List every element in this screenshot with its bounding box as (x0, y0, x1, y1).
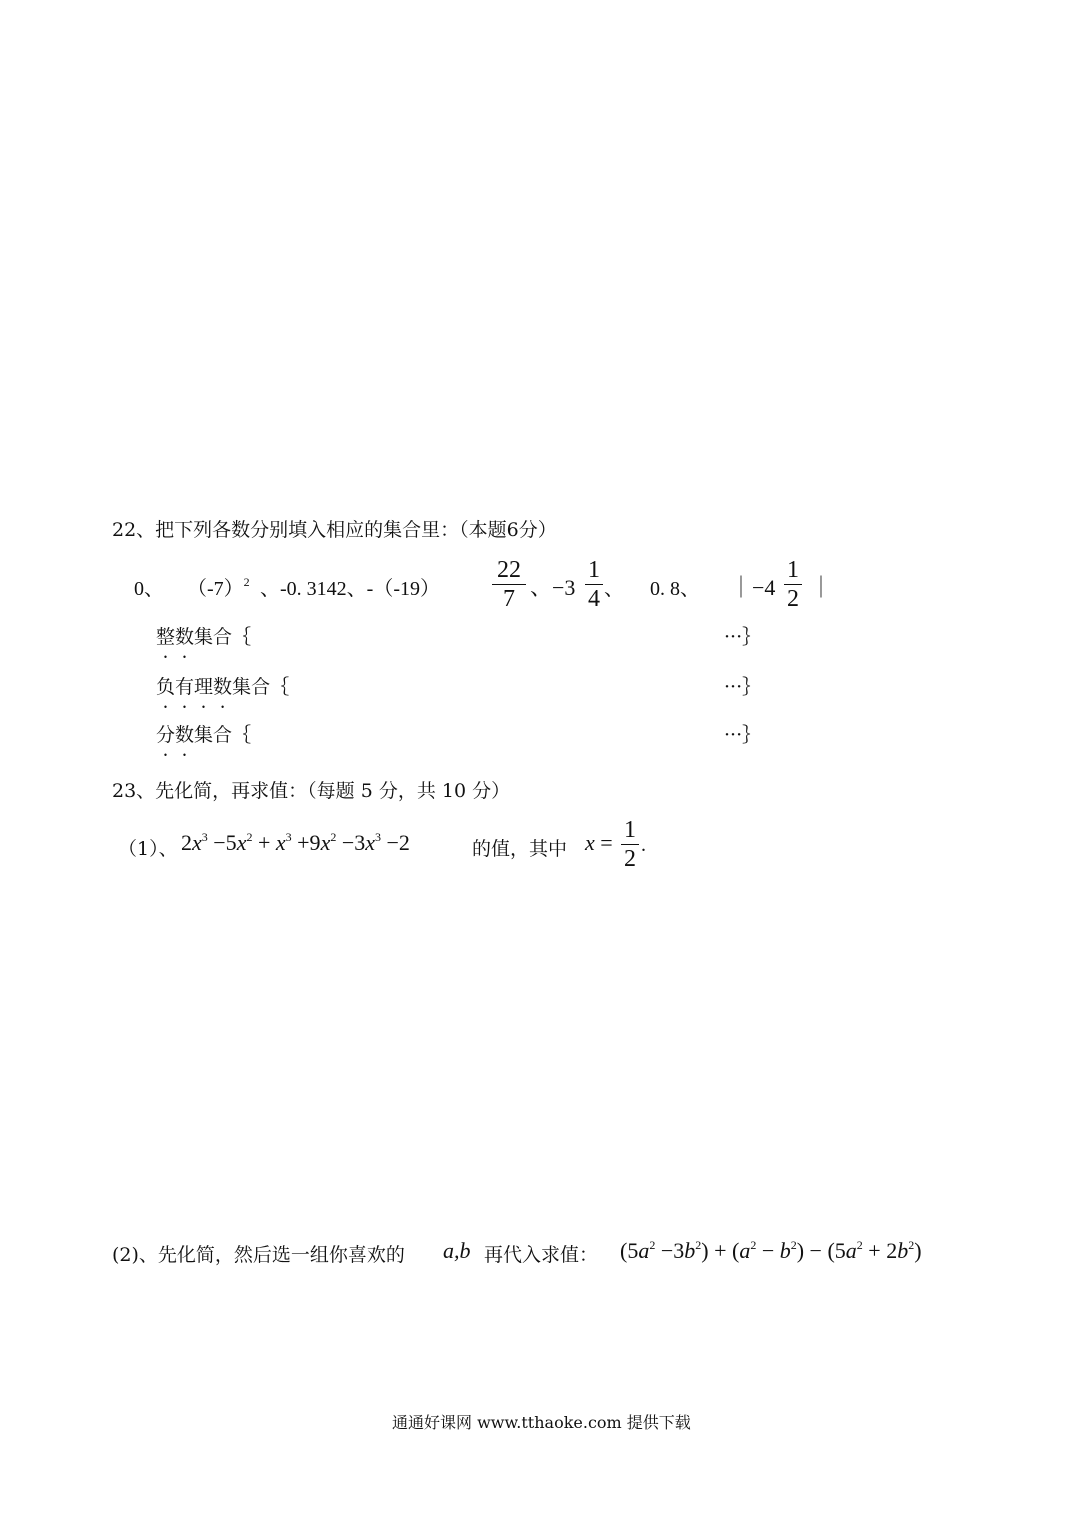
q22-number-neg7-squared: $(-7)^2$ (187, 575, 250, 600)
q23-part2-vars: a,b (443, 1238, 471, 1263)
q23-title: 23、先化简，再求值：（每题 5 分，共 10 分） (112, 780, 511, 802)
q22-numbers-decimal-and-neg: 、-0. 3142、-（-19） (260, 578, 440, 600)
q23-part2-mid: 再代入求值： (484, 1244, 599, 1266)
q23-part1-label: （1）、 (118, 838, 178, 860)
q23-part2-label: (2)、先化简，然后选一组你喜欢的 (112, 1244, 405, 1266)
q22-separator-neg3: 、−3 (530, 575, 576, 600)
footer-source: 通通好课网 www.tthaoke.com 提供下载 (392, 1413, 691, 1432)
q22-set-negative-rationals-end: ···｝ (724, 676, 762, 698)
q22-set-fractions-end: ···｝ (724, 724, 762, 746)
q22-fraction-1-over-2: 1 2 (784, 557, 802, 612)
q22-set-integers-label: 整数集合｛ (156, 626, 252, 648)
q23-part1-expression: $2x^3 -5x^2 + x^3 +9x^2 -3x^3 -2$ (181, 830, 410, 855)
q22-number-zero: 0、 (134, 578, 164, 600)
q22-set-integers-end: ···｝ (724, 626, 762, 648)
q23-part1-x-equals: x = (585, 830, 613, 855)
q22-abs-close: ｜ (810, 575, 833, 600)
q22-abs-open: ｜−4 (730, 575, 776, 600)
q22-number-0-8: 0. 8、 (650, 578, 700, 600)
q22-title: 22、把下列各数分别填入相应的集合里：（本题6分） (112, 519, 557, 541)
q22-fraction-22-over-7: 22 7 (492, 557, 526, 612)
q23-part1-fraction-1-over-2: 1 2 (621, 817, 639, 872)
q22-set-fractions-label: 分数集合｛ (156, 724, 252, 746)
q23-part1-period: . (641, 834, 646, 856)
q23-part2-expression: $(5a^2 -3b^2) + (a^2 - b^2) - (5a^2 + 2b^2)$ (620, 1238, 922, 1263)
q23-part1-suffix: 的值，其中 (472, 838, 568, 860)
q22-fraction-1-over-4: 1 4 (585, 557, 603, 612)
q22-separator: 、 (604, 578, 624, 600)
q22-set-negative-rationals-label: 负有理数集合｛ (156, 676, 290, 698)
